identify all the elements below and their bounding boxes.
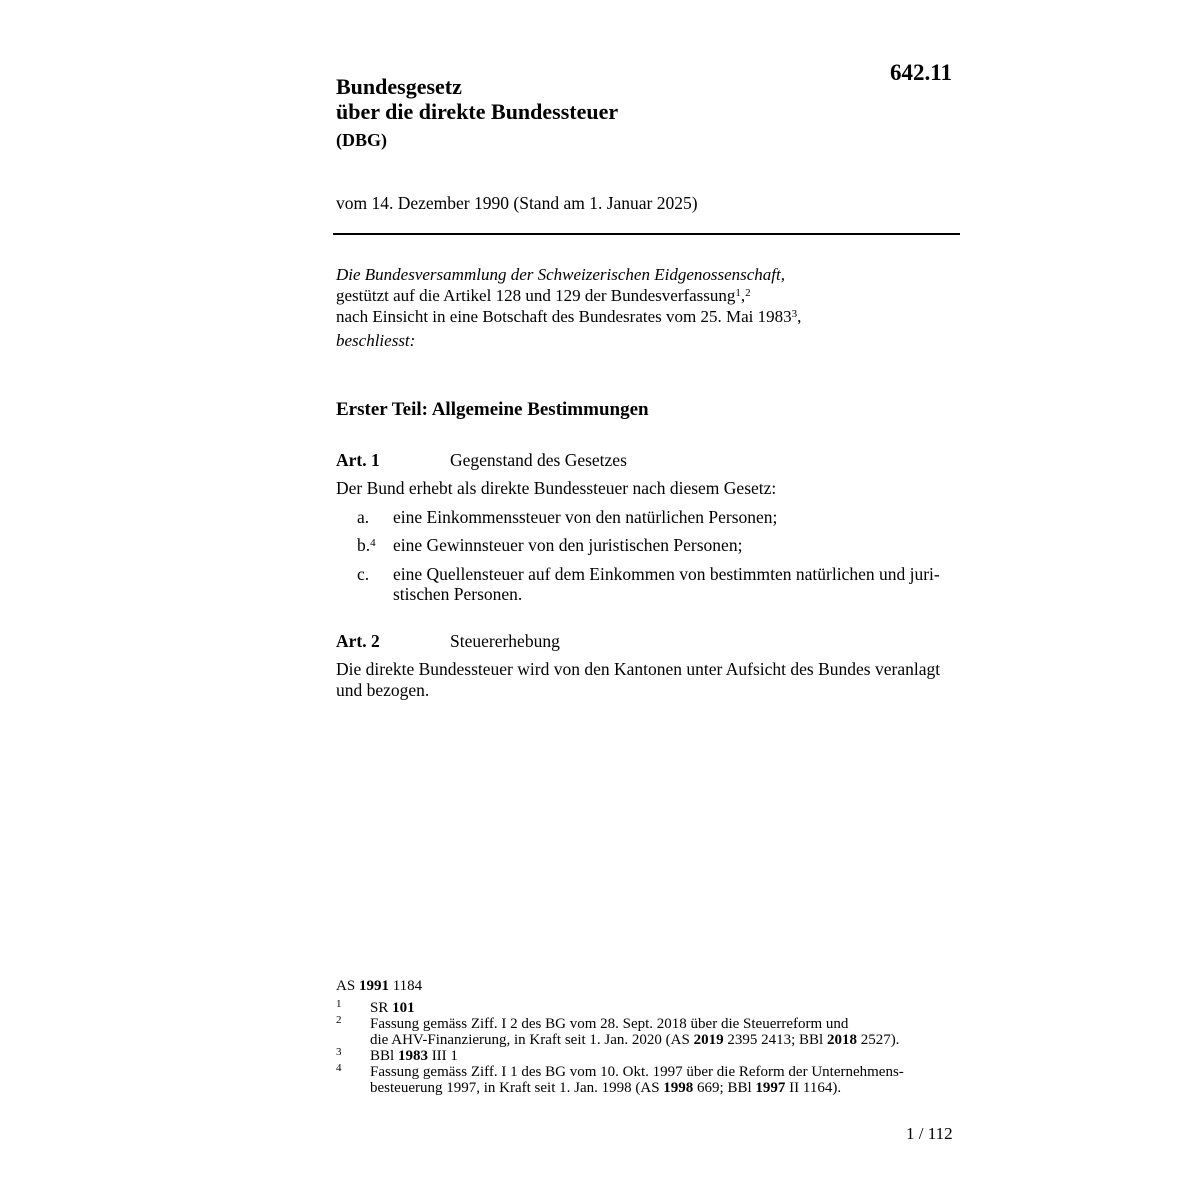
list-marker-c: c.	[357, 564, 370, 584]
preamble-line-1: Die Bundesversammlung der Schweizerischen Eidgenossenschaft,	[336, 265, 785, 284]
title-line-1: Bundesgesetz	[336, 74, 462, 99]
footnote-1: SR 101	[370, 1000, 415, 1016]
header-divider	[333, 233, 960, 235]
footnote-2: Fassung gemäss Ziff. I 2 des BG vom 28. Sept. 2018 über die Steuerreform und die AHV-Finanzierung, in Kraft seit 1. Jan. 2020 (AS 2019 2395 2413; BBl 2018 2527).	[370, 1016, 900, 1048]
footnote-3: BBl 1983 III 1	[370, 1048, 458, 1064]
footnote-4: Fassung gemäss Ziff. I 1 des BG vom 10. Okt. 1997 über die Reform der Unternehmens- besteuerung 1997, in Kraft seit 1. Jan. 1998 (AS 1998 669; BBl 1997 II 1164).	[370, 1064, 904, 1096]
article-1-intro: Der Bund erhebt als direkte Bundessteuer nach diesem Gesetz:	[336, 478, 777, 498]
title-line-2: über die direkte Bundessteuer	[336, 99, 619, 124]
list-item-a: eine Einkommenssteuer von den natürlichen Personen;	[393, 507, 778, 527]
footnote-number-4: 4	[336, 1062, 342, 1074]
law-title	[336, 74, 618, 124]
sr-number: 642.11	[890, 60, 952, 85]
date-line: vom 14. Dezember 1990 (Stand am 1. Januar 2025)	[336, 193, 698, 213]
list-item-c: eine Quellensteuer auf dem Einkommen von bestimmten natürlichen und juri- stischen Personen.	[393, 564, 940, 604]
official-collection-ref: AS 1991 1184	[336, 978, 423, 994]
footnote-number-3: 3	[336, 1046, 342, 1058]
footnote-ref-2[interactable]: 2	[745, 287, 751, 299]
list-marker-a: a.	[357, 507, 370, 527]
page-number: 1 / 112	[906, 1124, 953, 1143]
article-2-title: Steuererhebung	[450, 631, 560, 651]
article-2-number: Art. 2	[336, 631, 380, 651]
preamble-line-3: nach Einsicht in eine Botschaft des Bundesrates vom 25. Mai 1983$^3$,	[336, 307, 802, 326]
article-1-number: Art. 1	[336, 450, 380, 470]
part-heading: Erster Teil: Allgemeine Bestimmungen	[336, 399, 649, 420]
preamble-line-2: gestützt auf die Artikel 128 und 129 der Bundesverfassung$^1$,$^2$	[336, 286, 751, 305]
footnote-number-1: 1	[336, 998, 342, 1010]
law-abbreviation: (DBG)	[336, 130, 387, 150]
footnote-number-2: 2	[336, 1014, 342, 1026]
list-marker-b: b.$^4$	[357, 535, 376, 555]
footnote-ref-3[interactable]: 3	[791, 308, 798, 320]
article-2-text: Die direkte Bundessteuer wird von den Kantonen unter Aufsicht des Bundes veranlagt und bezogen.	[336, 659, 941, 700]
list-item-b: eine Gewinnsteuer von den juristischen Personen;	[393, 535, 743, 555]
article-1-title: Gegenstand des Gesetzes	[450, 450, 627, 470]
preamble-line-4: beschliesst:	[336, 331, 416, 350]
preamble	[336, 264, 801, 351]
footnote-ref-1[interactable]: 1	[735, 287, 741, 299]
footnote-ref-4[interactable]: 4	[370, 537, 376, 549]
